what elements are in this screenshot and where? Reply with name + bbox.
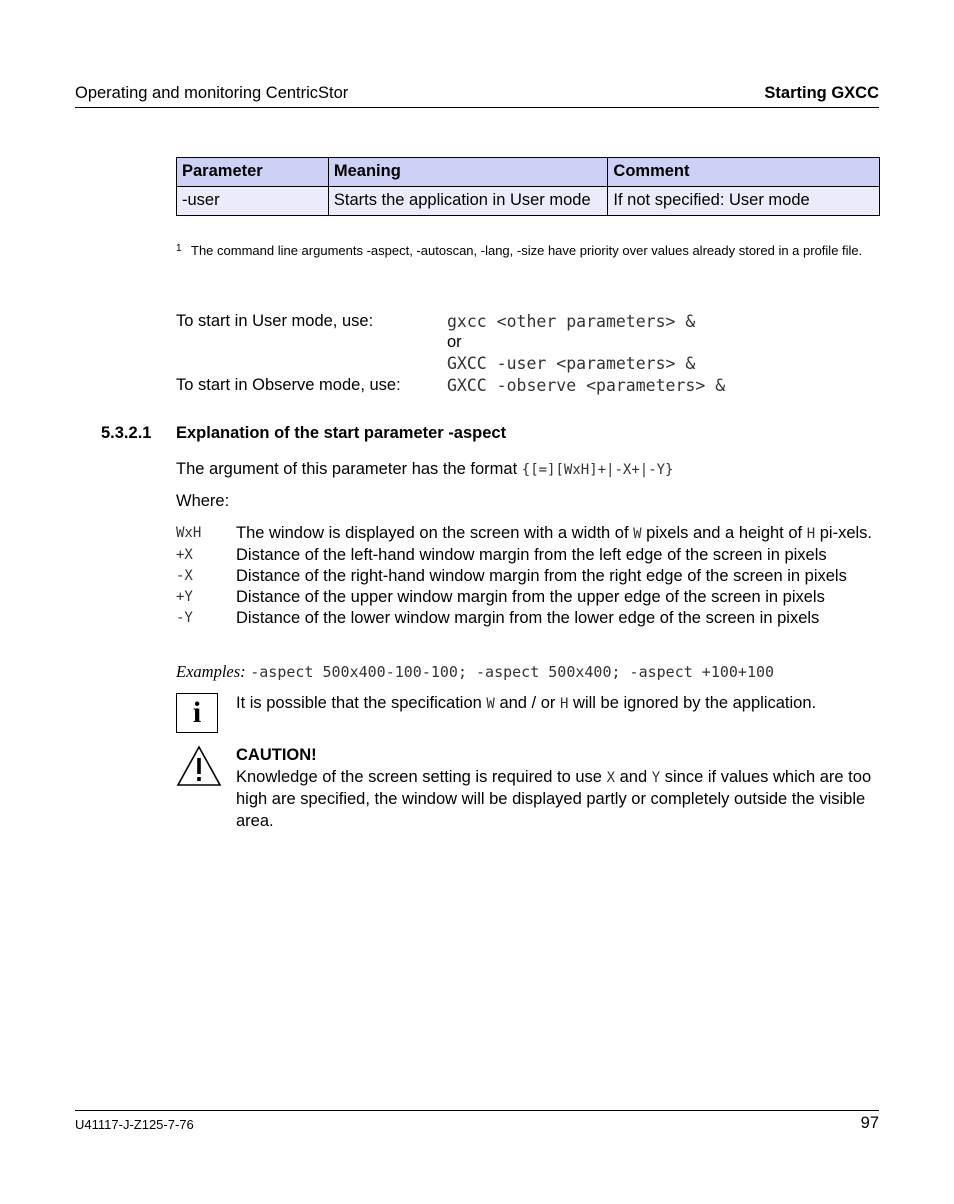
observe-mode-label: To start in Observe mode, use:	[176, 376, 401, 394]
caution-code-x: X	[606, 769, 616, 786]
desc-wxh-text-1: The window is displayed on the screen with a width of	[236, 524, 629, 542]
examples-line	[176, 661, 774, 683]
term-plus-x: +X	[176, 547, 193, 563]
parameter-table	[176, 157, 880, 216]
header-rule	[75, 107, 879, 108]
desc-minus-y: Distance of the lower window margin from the lower edge of the screen in pixels	[236, 609, 820, 627]
header-meaning: Meaning	[328, 158, 608, 187]
definition-plus-x	[176, 545, 886, 566]
desc-wxh-text-2: pixels and a height of	[646, 524, 803, 542]
desc-plus-y: Distance of the upper window margin from the upper edge of the screen in pixels	[236, 588, 825, 606]
info-note	[236, 693, 881, 715]
caution-text-2: and	[619, 767, 648, 786]
user-mode-command-2: GXCC -user <parameters> &	[447, 354, 696, 373]
caution-body	[236, 767, 881, 833]
section-title: Explanation of the start parameter -aspect	[176, 424, 507, 442]
desc-wxh-code-w: W	[633, 526, 642, 542]
header-comment: Comment	[608, 158, 880, 187]
definition-wxh	[176, 523, 886, 545]
desc-plus-x: Distance of the left-hand window margin from the left edge of the screen in pixels	[236, 546, 827, 564]
definition-plus-y	[176, 587, 886, 608]
caution-text-3: since if values which are too high are specified, the window will be displayed partly or completely outside the visible area.	[236, 767, 872, 830]
caution-code-y: Y	[651, 769, 661, 786]
format-line	[176, 459, 673, 481]
cell-parameter: -user	[177, 187, 329, 216]
footer-rule	[75, 1110, 879, 1111]
desc-minus-x: Distance of the right-hand window margin from the right edge of the screen in pixels	[236, 567, 847, 585]
or-text: or	[447, 333, 462, 351]
definition-list	[176, 523, 886, 629]
section-number: 5.3.2.1	[101, 424, 152, 442]
observe-mode-command: GXCC -observe <parameters> &	[447, 376, 726, 395]
desc-wxh-text-3: pi-xels.	[819, 524, 873, 542]
info-code-h: H	[560, 696, 569, 712]
caution-title: CAUTION!	[236, 746, 317, 764]
term-plus-y: +Y	[176, 589, 193, 605]
definition-minus-x	[176, 566, 886, 587]
info-text-2: and / or	[499, 694, 556, 712]
page-number: 97	[860, 1114, 879, 1132]
definition-minus-y	[176, 608, 886, 629]
where-label: Where:	[176, 492, 230, 510]
cell-meaning: Starts the application in User mode	[328, 187, 608, 216]
desc-wxh-code-h: H	[806, 526, 816, 542]
footnote-text: The command line arguments -aspect, -autoscan, -lang, -size have priority over values already stored in a profile file.	[191, 243, 863, 258]
warning-icon	[176, 744, 222, 788]
info-icon-letter: i	[192, 696, 202, 729]
table-row	[177, 187, 880, 216]
document-id: U41117-J-Z125-7-76	[75, 1117, 194, 1132]
info-code-w: W	[486, 696, 495, 712]
header-parameter: Parameter	[177, 158, 329, 187]
format-code: {[=][WxH]+|-X+|-Y}	[521, 462, 674, 478]
examples-code: -aspect 500x400-100-100; -aspect 500x400; -aspect +100+100	[250, 663, 775, 681]
term-minus-y: -Y	[176, 610, 193, 626]
footnote	[176, 242, 880, 260]
table-header-row	[177, 158, 880, 187]
caution-text-1: Knowledge of the screen setting is required to use	[236, 767, 602, 786]
format-text: The argument of this parameter has the format	[176, 460, 518, 478]
info-text-3: will be ignored by the application.	[573, 694, 817, 712]
header-chapter: Operating and monitoring CentricStor	[75, 84, 349, 102]
footnote-number: 1	[176, 243, 182, 254]
header-section: Starting GXCC	[764, 84, 879, 102]
examples-label: Examples:	[176, 662, 246, 681]
caution-note	[236, 745, 881, 832]
user-mode-label: To start in User mode, use:	[176, 312, 374, 330]
cell-comment: If not specified: User mode	[608, 187, 880, 216]
term-wxh: WxH	[176, 525, 202, 541]
user-mode-command-1: gxcc <other parameters> &	[447, 312, 696, 331]
info-text-1: It is possible that the specification	[236, 694, 482, 712]
term-minus-x: -X	[176, 568, 193, 584]
desc-wxh	[236, 523, 881, 545]
info-icon	[176, 693, 218, 733]
